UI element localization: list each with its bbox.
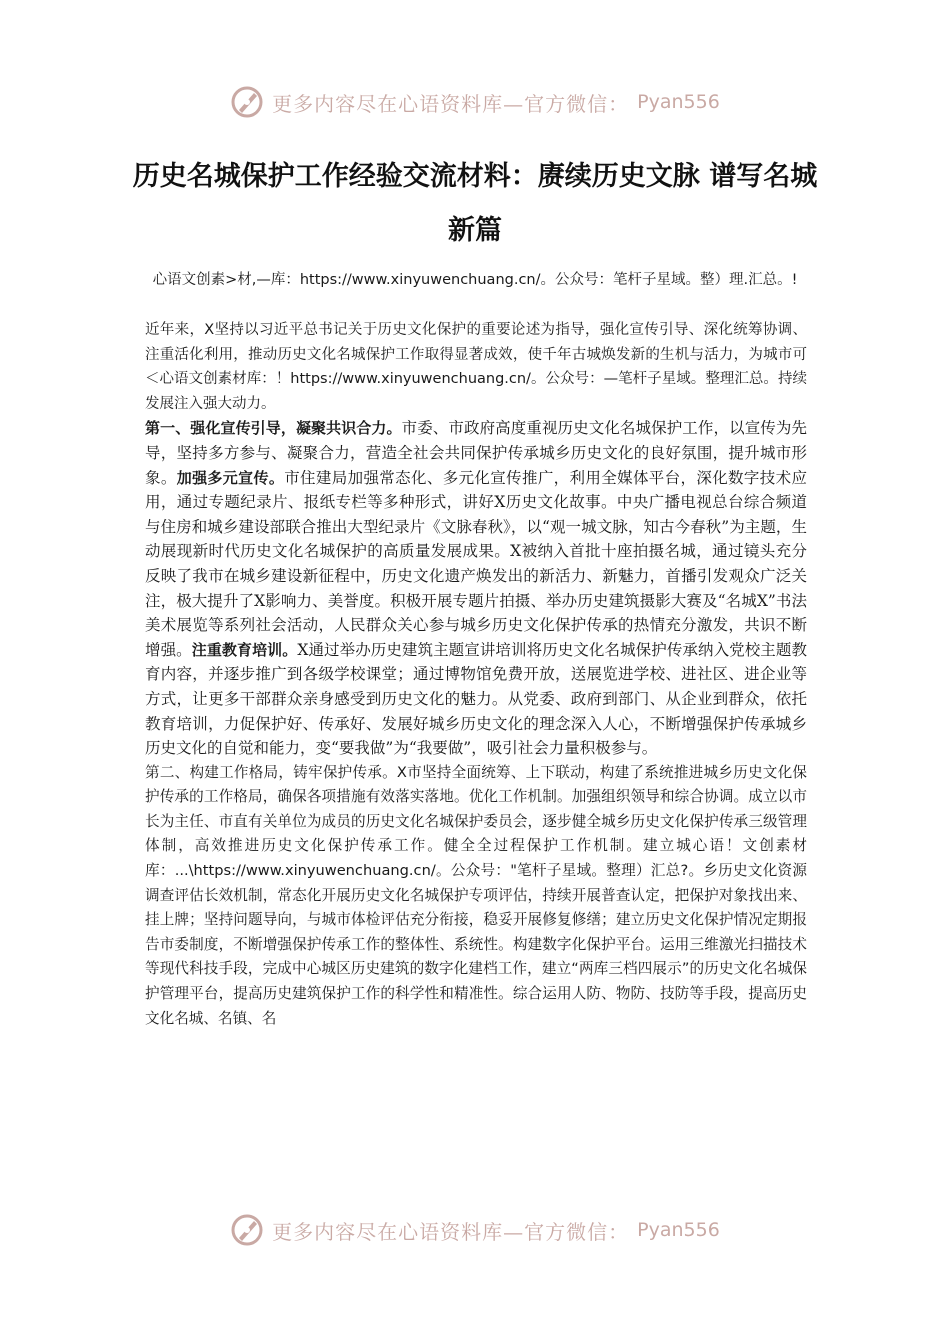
section-1-subheading-1: 加强多元宣传。 xyxy=(176,468,285,487)
document-body xyxy=(145,318,807,1031)
pen-logo-icon xyxy=(230,85,264,119)
source-line: 心语文创素>材,—库：https://www.xinyuwenchuang.cn/。公众号：笔杆子星域。整）理.汇总。! xyxy=(152,272,798,288)
pen-logo-icon xyxy=(230,1213,264,1247)
section-1-heading: 第一、强化宣传引导，凝聚共识合力。 xyxy=(145,419,402,438)
section-1-subheading-2: 注重教育培训。 xyxy=(191,640,298,659)
banner-text: 更多内容尽在心语资料库—官方微信： xyxy=(272,1219,630,1244)
banner-text: 更多内容尽在心语资料库—官方微信： xyxy=(272,91,630,116)
banner-wechat-id: Pyan556 xyxy=(637,91,720,113)
banner-wechat-id: Pyan556 xyxy=(637,1219,720,1241)
section-1-text-2: 市住建局加强常态化、多元化宣传推广，利用全媒体平台，深化数字技术应用，通过专题纪录片、报纸专栏等多种形式，讲好X历史文化故事。中央广播电视总台综合频道与住房和城乡建设部联合推出大型纪录片《文脉春秋》，以“观一城文脉，知古今春秋”为主题，生动展现新时代历史文化名城保护的高质量发展成果。X被纳入首批十座拍摄名城，通过镜头充分反映了我市在城乡建设新征程中，历史文化遗产焕发出的新活力、新魅力，首播引发观众广泛关注，极大提升了X影响力、美誉度。积极开展专题片拍摄、举办历史建筑摄影大赛及“名城X”书法美术展览等系列社会活动，人民群众关心参与城乡历史文化保护传承的热情充分激发，共识不断增强。 xyxy=(145,468,807,659)
section-1-text-3: X通过举办历史建筑主题宣讲培训将历史文化名城保护传承纳入党校主题教育内容，并逐步推广到各级学校课堂；通过博物馆免费开放，送展览进学校、进社区、进企业等方式，让更多干部群众亲身感受到历史文化的魅力。从党委、政府到部门、从企业到群众，依托教育培训，力促保护好、传承好、发展好城乡历史文化的理念深入人心，不断增强保护传承城乡历史文化的自觉和能力，变“要我做”为“我要做”，吸引社会力量积极参与。 xyxy=(145,640,807,758)
section-1-paragraph xyxy=(145,416,807,760)
document-title: 历史名城保护工作经验交流材料：赓续历史文脉 谱写名城新篇 xyxy=(132,161,818,246)
header-banner xyxy=(0,82,950,122)
intro-paragraph: 近年来，X坚持以习近平总书记关于历史文化保护的重要论述为指导，强化宣传引导、深化统筹协调、注重活化利用，推动历史文化名城保护工作取得显著成效，使千年古城焕发新的生机与活力，为城市可＜心语文创素材库：！https://www.xinyuwenchuang.cn/。公众号：—笔杆子星域。整理汇总。持续发展注入强大动力。 xyxy=(145,322,807,412)
section-1-text-1: 市委、市政府高度重视历史文化名城保护工作，以宣传为先导，坚持多方参与、凝聚合力，营造全社会共同保护传承城乡历史文化的良好氛围，提升城市形象。 xyxy=(145,419,807,487)
section-2-paragraph: 第二、构建工作格局，铸牢保护传承。X市坚持全面统筹、上下联动，构建了系统推进城乡历史文化保护传承的工作格局，确保各项措施有效落实落地。优化工作机制。加强组织领导和综合协调。成立以市长为主任、市直有关单位为成员的历史文化名城保护委员会，逐步健全城乡历史文化保护传承三级管理体制，高效推进历史文化保护传承工作。健全全过程保护工作机制。建立城心语！文创素材库：...\https://www.xinyuwenchuang.cn/。公众号："笔杆子星域。整理）汇总?。乡历史文化资源调查评估长效机制，常态化开展历史文化名城保护专项评估，持续开展普查认定，把保护对象找出来、挂上牌；坚持问题导向，与城市体检评估充分衔接，稳妥开展修复修缮；建立历史文化保护情况定期报告市委制度，不断增强保护传承工作的整体性、系统性。构建数字化保护平台。运用三维激光扫描技术等现代科技手段，完成中心城区历史建筑的数字化建档工作，建立“两库三档四展示”的历史文化名城保护管理平台，提高历史建筑保护工作的科学性和精准性。综合运用人防、物防、技防等手段，提高历史文化名城、名镇、名 xyxy=(145,763,807,1027)
footer-banner xyxy=(0,1210,950,1250)
